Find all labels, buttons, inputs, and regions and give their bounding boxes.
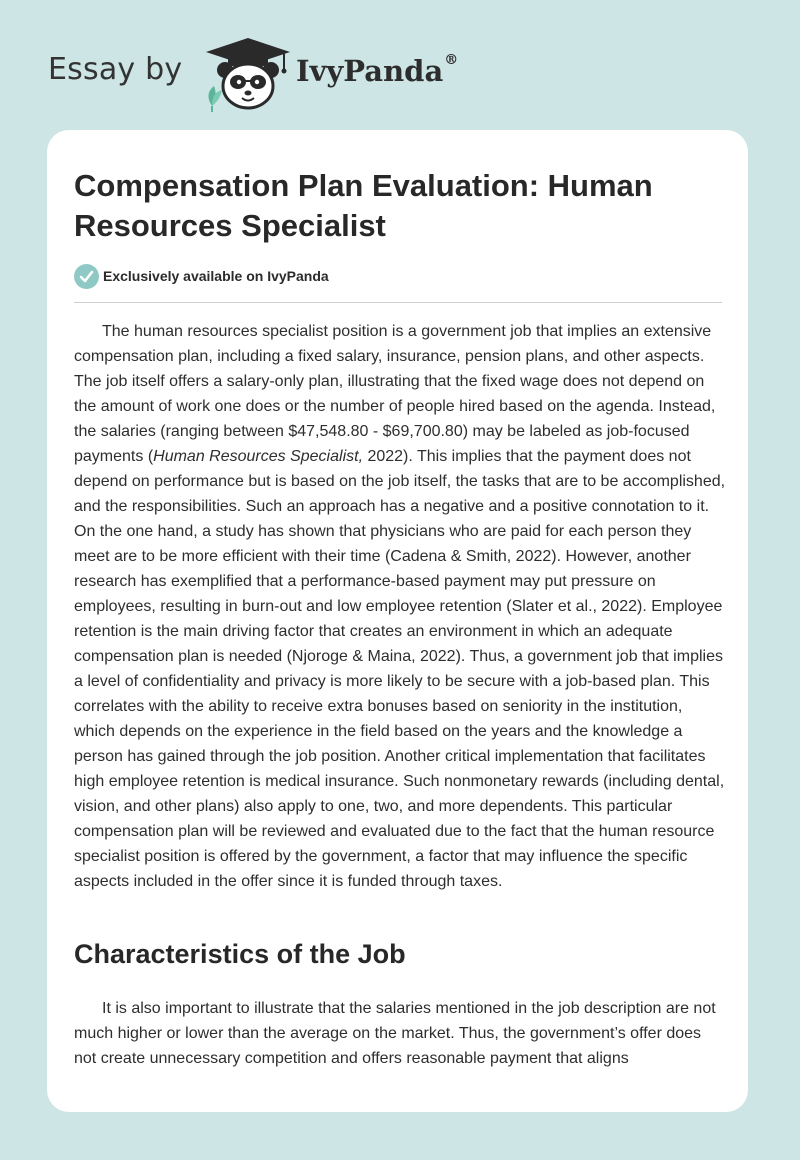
page-title: Compensation Plan Evaluation: Human Resources Specialist bbox=[74, 168, 653, 243]
check-circle-icon bbox=[74, 264, 99, 289]
section-heading: Characteristics of the Job bbox=[74, 939, 406, 969]
brand-name[interactable]: IvyPanda® bbox=[296, 52, 459, 88]
citation-italic: Human Resources Specialist, bbox=[153, 448, 364, 465]
exclusive-label: Exclusively available on IvyPanda bbox=[103, 268, 329, 284]
paragraph-characteristics: It is also important to illustrate that the salaries mentioned in the job description are not much higher or lower than the average on the market. Thus, the government’s offer does not create unnecessary competition and offers reasonable payment that aligns bbox=[74, 1000, 716, 1067]
paragraph-intro-part-2: 2022). This implies that the payment does not depend on performance but is based on the job itself, the tasks that are to be accomplished, and the responsibilities. Such an approach has a negative and a positive connotation to it. On the one hand, a study has shown that physicians who are paid for each person they meet are to be more efficient with their time (Cadena & Smith, 2022). However, another research has exemplified that a performance-based payment may put pressure on employees, resulting in burn-out and low employee retention (Slater et al., 2022). Employee retention is the main driving factor that creates an environment in which an adequate compensation plan is needed (Njoroge & Maina, 2022). Thus, a government job that implies a level of confidentiality and privacy is more likely to be secure with a job-based plan. This correlates with the ability to receive extra bonuses based on seniority in the institution, which depends on the experience in the field based on the years and the knowledge a person has gained through the job position. Another critical implementation that facilitates high employee retention is medical insurance. Such nonmonetary rewards (including dental, vision, and other plans) also apply to one, two, and more dependents. This particular compensation plan will be reviewed and evaluated due to the fact that the human resource specialist position is offered by the government, a factor that may influence the specific aspects included in the offer since it is funded through taxes. bbox=[74, 448, 726, 890]
paragraph-intro bbox=[74, 319, 726, 894]
registered-mark: ® bbox=[444, 52, 459, 68]
site-header bbox=[0, 0, 800, 120]
essay-card bbox=[47, 130, 748, 1112]
divider bbox=[74, 302, 722, 303]
exclusive-badge bbox=[74, 263, 329, 289]
panda-graduate-icon[interactable] bbox=[200, 36, 296, 112]
paragraph-intro-part-1: The human resources specialist position is a government job that implies an extensive compensation plan, including a fixed salary, insurance, pension plans, and other aspects. The job itself offers a salary-only plan, illustrating that the fixed wage does not depend on the amount of work one does or the number of people hired based on the agenda. Instead, the salaries (ranging between $47,548.80 - $69,700.80) may be labeled as job-focused payments ( bbox=[74, 323, 716, 465]
brand-prefix: Essay by bbox=[48, 52, 183, 87]
